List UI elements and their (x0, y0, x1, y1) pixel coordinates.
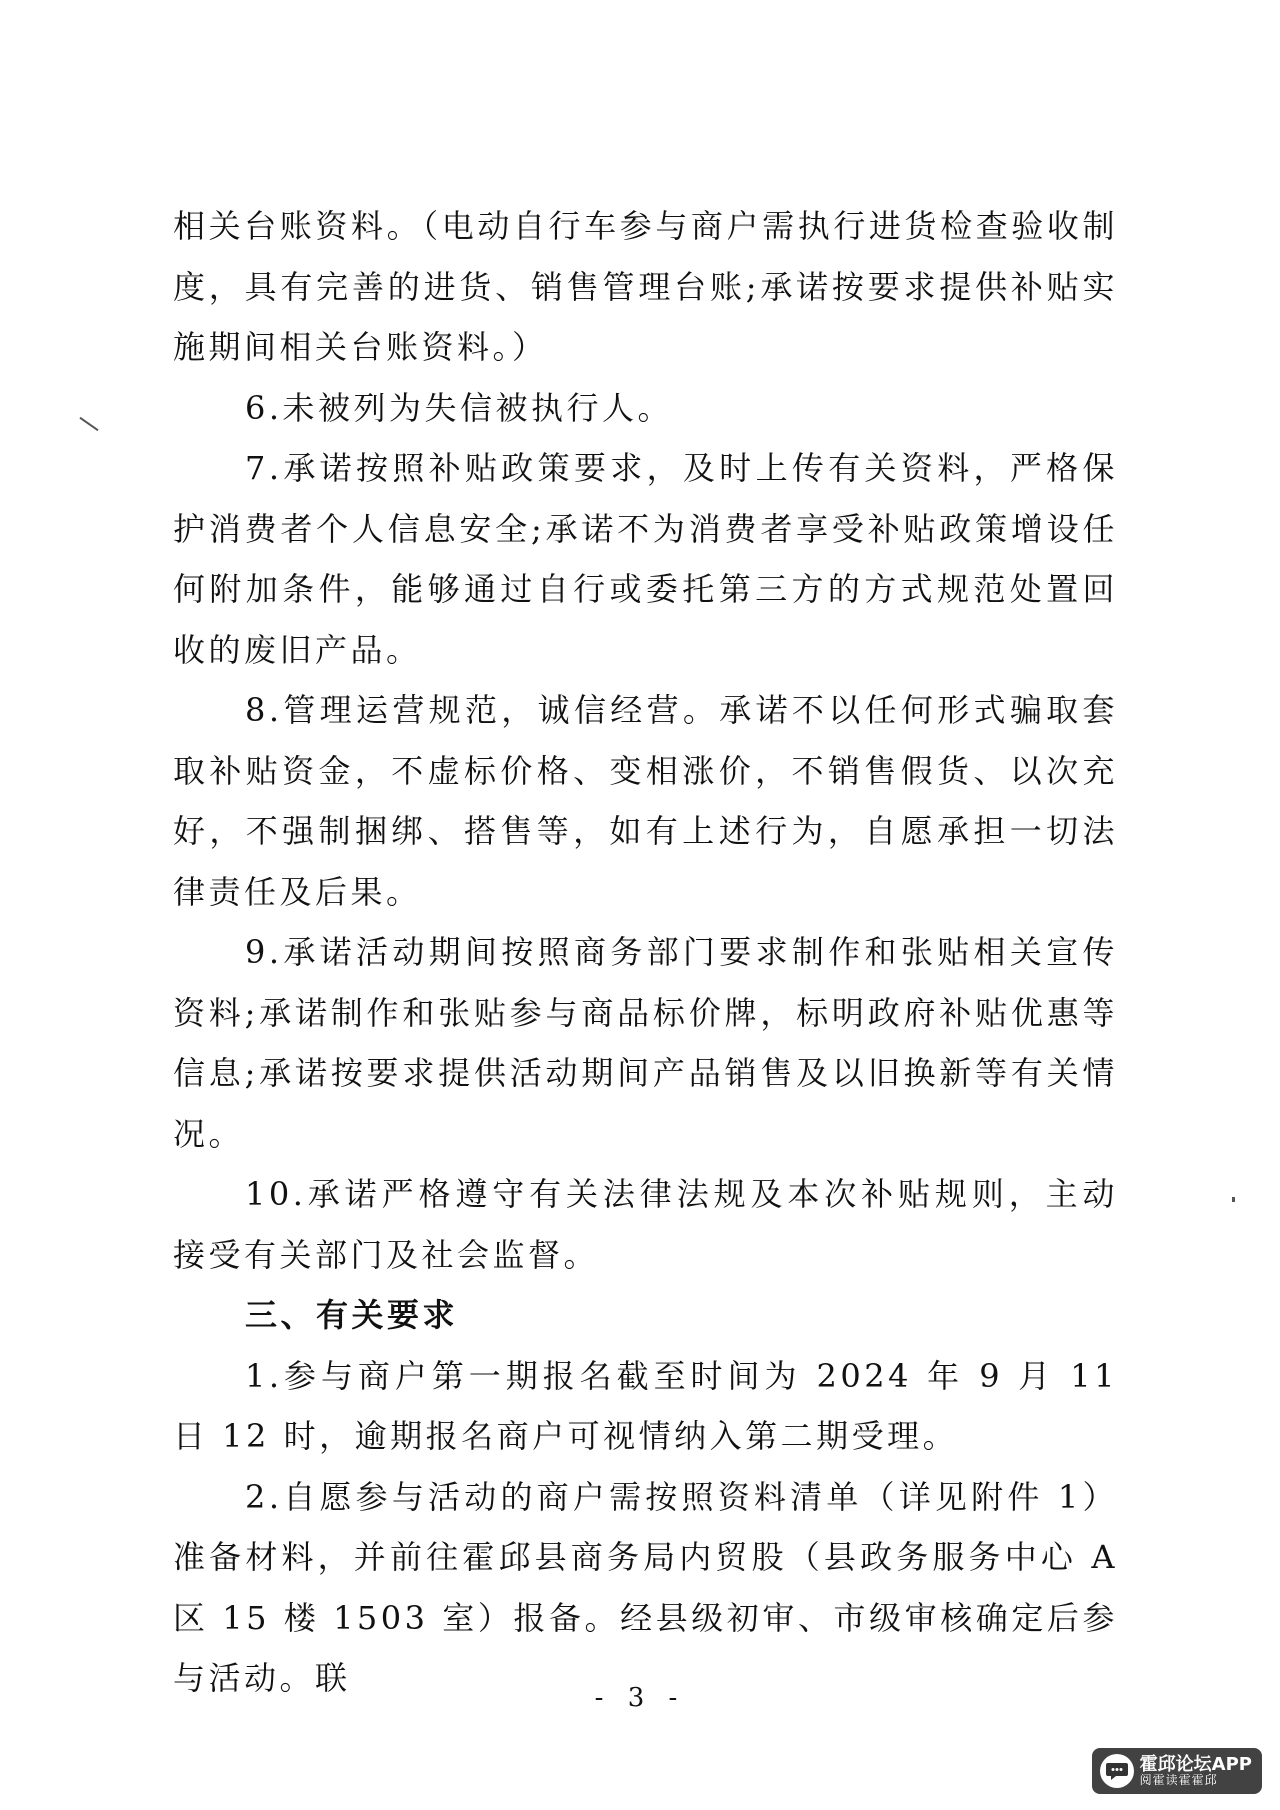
paragraph: 9.承诺活动期间按照商务部门要求制作和张贴相关宣传资料;承诺制作和张贴参与商品标价牌，标明政府补贴优惠等信息;承诺按要求提供活动期间产品销售及以旧换新等有关情况。 (173, 933, 1118, 1153)
document-body (173, 196, 1118, 1709)
scan-speck (79, 417, 98, 431)
paragraph: 2.自愿参与活动的商户需按照资料清单（详见附件 1）准备材料，并前往霍邱县商务局内贸股（县政务服务中心 A 区 15 楼 1503 室）报备。经县级初审、市级审核确定后参与活动。联 (173, 1477, 1118, 1697)
paragraph: 7.承诺按照补贴政策要求，及时上传有关资料，严格保护消费者个人信息安全;承诺不为消费者享受补贴政策增设任何附加条件，能够通过自行或委托第三方的方式规范处置回收的废旧产品。 (173, 449, 1118, 669)
scan-speck (1232, 1197, 1235, 1202)
chat-bubble-icon (1100, 1754, 1134, 1788)
watermark-title: 霍邱论坛APP (1139, 1753, 1252, 1775)
paragraph: 相关台账资料。（电动自行车参与商户需执行进货检查验收制度，具有完善的进货、销售管理台账;承诺按要求提供补贴实施期间相关台账资料。） (173, 207, 1118, 366)
app-watermark (1092, 1748, 1262, 1794)
paragraph: 8.管理运营规范，诚信经营。承诺不以任何形式骗取套取补贴资金，不虚标价格、变相涨价，不销售假货、以次充好，不强制捆绑、搭售等，如有上述行为，自愿承担一切法律责任及后果。 (173, 691, 1118, 911)
watermark-text (1140, 1755, 1252, 1788)
paragraph: 6.未被列为失信被执行人。 (245, 388, 674, 427)
watermark-subtitle: 阅霍读霍霍邱 (1139, 1773, 1218, 1788)
page-number: - 3 - (594, 1683, 686, 1713)
paragraph: 10.承诺严格遵守有关法律法规及本次补贴规则，主动接受有关部门及社会监督。 (173, 1175, 1118, 1274)
section-heading: 三、有关要求 (245, 1296, 459, 1334)
paragraph: 1.参与商户第一期报名截至时间为 2024 年 9 月 11 日 12 时，逾期报名商户可视情纳入第二期受理。 (173, 1356, 1118, 1455)
